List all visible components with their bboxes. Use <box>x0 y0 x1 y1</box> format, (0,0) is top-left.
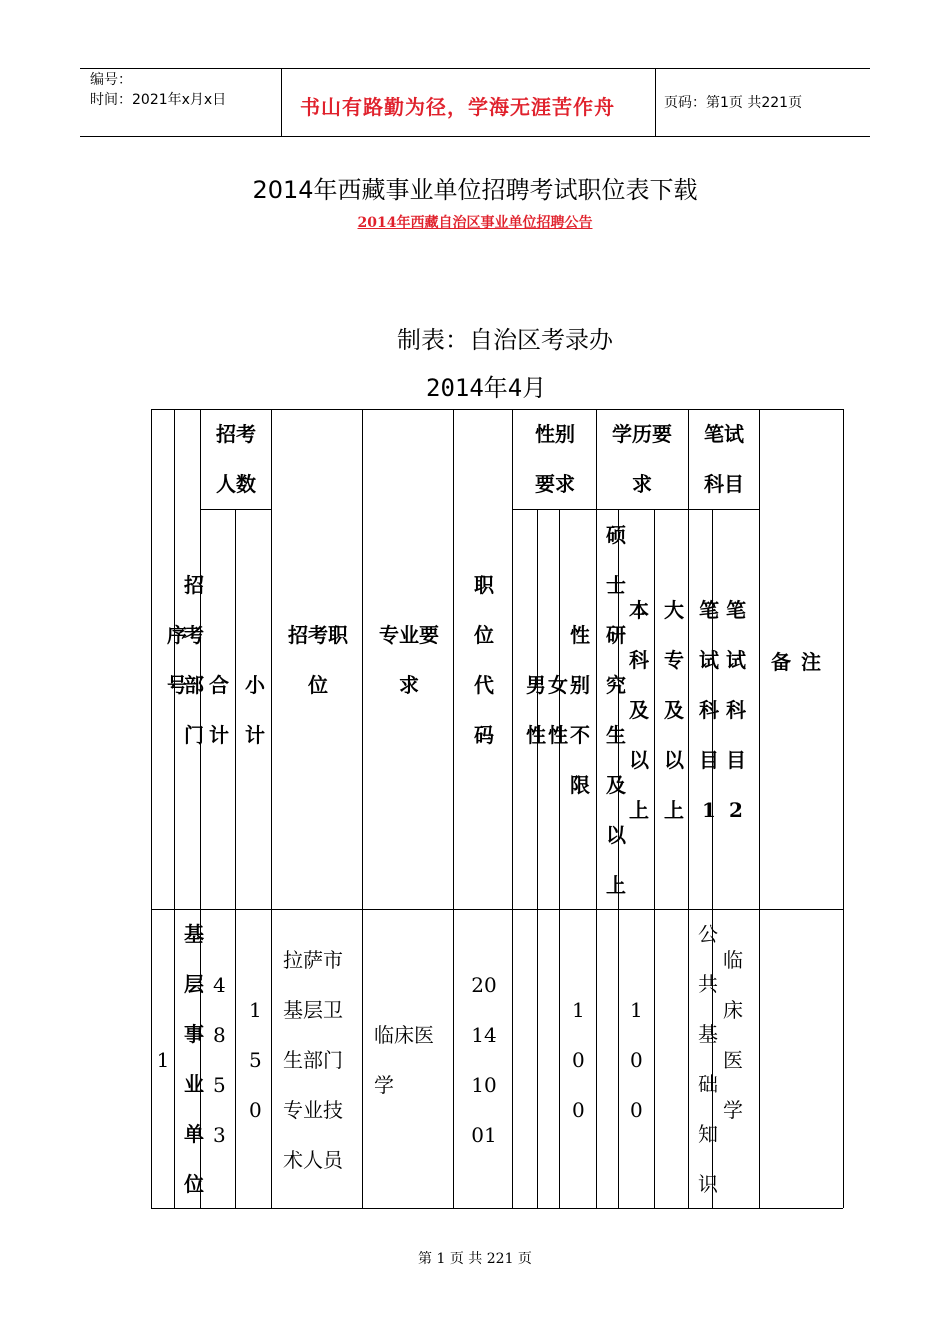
doc-time-label: 时间：2021年x月x日 <box>90 92 227 108</box>
cell-subtotal: 150 <box>249 998 262 1122</box>
header-exam-subjects: 笔试科目 <box>704 422 744 496</box>
cell-bachelor: 100 <box>630 998 643 1122</box>
col-line-9 <box>559 509 560 1208</box>
col-line-15 <box>759 409 760 1208</box>
col-line-16 <box>843 409 844 1208</box>
header-top-rule <box>80 68 870 69</box>
header-any-gender: 性别不限 <box>570 623 590 797</box>
header-total: 合计 <box>209 673 229 747</box>
header-master: 硕士研究生及以上 <box>606 523 626 897</box>
header-bottom-rule <box>80 136 870 137</box>
col-line-13 <box>688 409 689 1208</box>
table-date: 2014年4月 <box>426 374 547 402</box>
header-exam1: 笔试科目1 <box>699 598 719 822</box>
cell-male <box>514 1040 536 1080</box>
doc-number-label: 编号： <box>90 72 132 88</box>
header-position: 招考职位 <box>288 623 348 697</box>
header-major: 专业要求 <box>379 623 439 697</box>
header-bachelor: 本科及以上 <box>629 598 649 822</box>
col-line-3 <box>235 509 236 1208</box>
header-recruit-count: 招考人数 <box>216 422 256 496</box>
header-seq: 序号 <box>167 623 187 697</box>
page-title: 2014年西藏事业单位招聘考试职位表下载 <box>252 176 698 204</box>
table-maker: 制表：自治区考录办 <box>397 326 613 354</box>
announcement-link[interactable]: 2014年西藏自治区事业单位招聘公告 <box>357 215 593 231</box>
header-female: 女性 <box>548 673 568 747</box>
header-code: 职位代码 <box>474 573 494 747</box>
col-line-10 <box>596 409 597 1208</box>
cell-exam1: 公共基础知识 <box>698 922 718 1196</box>
col-line-7 <box>512 409 513 1208</box>
col-line-0 <box>151 409 152 1208</box>
cell-any-gender: 100 <box>572 998 585 1122</box>
header-education-req: 学历要求 <box>612 422 672 496</box>
cell-major: 临床医学 <box>374 1023 434 1097</box>
col-line-8 <box>537 509 538 1208</box>
header-page-info: 页码：第1页 共221页 <box>664 95 803 111</box>
cell-code: 20141001 <box>471 973 497 1147</box>
header-motto: 书山有路勤为径，学海无涯苦作舟 <box>300 95 615 119</box>
cell-dept: 基层事业单位 <box>184 922 204 1196</box>
table-subheader-rule-b <box>512 509 759 510</box>
header-gender-req: 性别要求 <box>535 422 575 496</box>
table-header-bottom <box>151 909 843 910</box>
header-divider-right <box>655 68 656 136</box>
header-male: 男性 <box>526 673 546 747</box>
header-subtotal: 小计 <box>245 673 265 747</box>
header-college: 大专及以上 <box>664 598 684 822</box>
cell-female <box>538 1040 558 1080</box>
header-remark: 备注 <box>771 649 831 674</box>
cell-remark <box>761 1040 841 1080</box>
cell-college <box>656 1040 686 1080</box>
cell-exam2: 临床医学 <box>723 948 743 1122</box>
table-bottom-border <box>151 1208 843 1209</box>
cell-position: 拉萨市基层卫生部门专业技术人员 <box>283 948 343 1172</box>
col-line-4 <box>271 409 272 1208</box>
col-line-1 <box>174 409 175 1208</box>
cell-seq: 1 <box>156 1048 170 1072</box>
page-footer: 第 1 页 共 221 页 <box>418 1251 532 1267</box>
header-divider-left <box>281 68 282 136</box>
cell-master <box>598 1040 616 1080</box>
header-exam2: 笔试科目2 <box>726 598 746 822</box>
col-line-12 <box>654 509 655 1208</box>
cell-total: 4853 <box>213 973 226 1147</box>
col-line-6 <box>453 409 454 1208</box>
col-line-5 <box>362 409 363 1208</box>
header-dept: 招考部门 <box>184 573 204 747</box>
